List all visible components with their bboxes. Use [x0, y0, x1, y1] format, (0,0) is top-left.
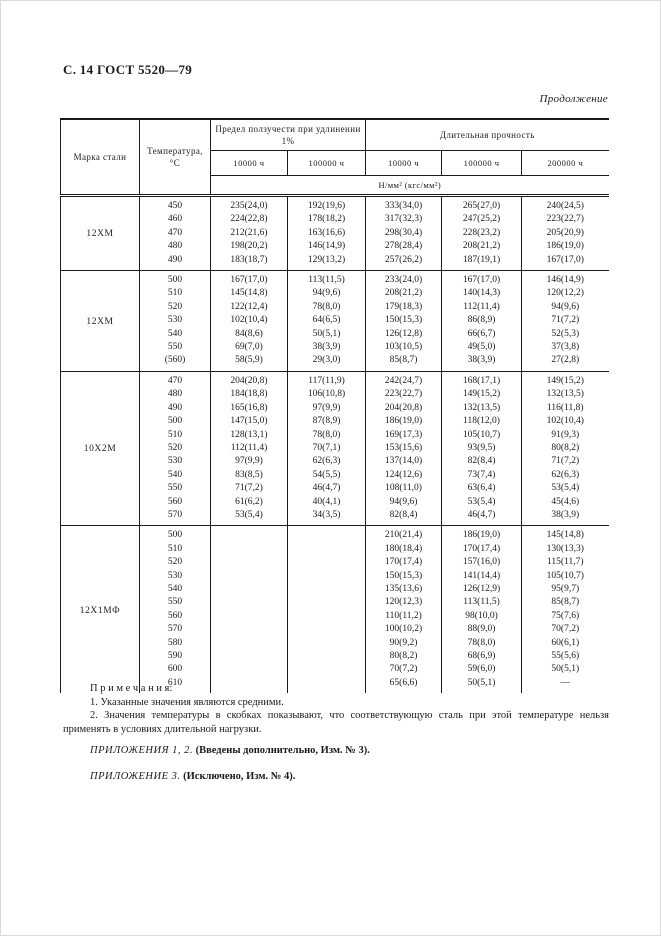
- value-cell: [288, 570, 366, 583]
- value-cell: 88(9,0): [442, 623, 522, 636]
- value-cell: 90(9,2): [366, 637, 442, 650]
- value-cell: 146(14,9): [288, 240, 366, 253]
- value-cell: [211, 556, 288, 569]
- value-cell: 210(21,4): [366, 526, 442, 543]
- value-cell: 55(5,6): [522, 650, 609, 663]
- value-cell: [211, 623, 288, 636]
- page-header: С. 14 ГОСТ 5520—79: [63, 62, 193, 77]
- table-row: [61, 402, 609, 415]
- table-row: [61, 196, 609, 214]
- value-cell: 228(23,2): [442, 227, 522, 240]
- value-cell: 60(6,1): [522, 637, 609, 650]
- appendix-line-1: [90, 745, 370, 756]
- value-cell: 87(8,9): [288, 415, 366, 428]
- grade-cell: 12ХМ: [61, 196, 140, 271]
- value-cell: 137(14,0): [366, 455, 442, 468]
- value-cell: 204(20,8): [366, 402, 442, 415]
- value-cell: 140(14,3): [442, 287, 522, 300]
- temperature-cell: 530: [140, 570, 211, 583]
- value-cell: 94(9,6): [522, 301, 609, 314]
- table-row: [61, 227, 609, 240]
- value-cell: 85(8,7): [522, 596, 609, 609]
- value-cell: 78(8,0): [288, 301, 366, 314]
- value-cell: 62(6,3): [288, 455, 366, 468]
- value-cell: 84(8,6): [211, 328, 288, 341]
- value-cell: 132(13,5): [522, 388, 609, 401]
- temperature-cell: 490: [140, 254, 211, 271]
- value-cell: 27(2,8): [522, 354, 609, 371]
- value-cell: 223(22,7): [522, 213, 609, 226]
- value-cell: 168(17,1): [442, 371, 522, 388]
- value-cell: 50(5,1): [522, 663, 609, 676]
- value-cell: [288, 623, 366, 636]
- value-cell: 204(20,8): [211, 371, 288, 388]
- header-strength-200000: 200000 ч: [522, 151, 609, 176]
- value-cell: 208(21,2): [442, 240, 522, 253]
- value-cell: 69(7,0): [211, 341, 288, 354]
- value-cell: 34(3,5): [288, 509, 366, 526]
- table-row: [61, 482, 609, 495]
- header-strength-10000: 10000 ч: [366, 151, 442, 176]
- table-row: [61, 314, 609, 327]
- value-cell: 95(9,7): [522, 583, 609, 596]
- temperature-cell: 480: [140, 240, 211, 253]
- table-row: [61, 429, 609, 442]
- value-cell: 65(6,6): [366, 677, 442, 693]
- value-cell: 37(3,8): [522, 341, 609, 354]
- value-cell: [288, 663, 366, 676]
- value-cell: 59(6,0): [442, 663, 522, 676]
- temperature-cell: 580: [140, 637, 211, 650]
- value-cell: 78(8,0): [288, 429, 366, 442]
- header-strength-100000: 100000 ч: [442, 151, 522, 176]
- value-cell: 64(6,5): [288, 314, 366, 327]
- value-cell: 53(5,4): [211, 509, 288, 526]
- temperature-cell: 550: [140, 482, 211, 495]
- temperature-cell: 540: [140, 583, 211, 596]
- value-cell: 146(14,9): [522, 271, 609, 288]
- value-cell: [211, 543, 288, 556]
- value-cell: [288, 610, 366, 623]
- value-cell: [288, 543, 366, 556]
- notes-title: П р и м е ч а н и я:: [90, 683, 173, 694]
- value-cell: 108(11,0): [366, 482, 442, 495]
- value-cell: [288, 637, 366, 650]
- table-row: [61, 509, 609, 526]
- temperature-cell: 450: [140, 196, 211, 214]
- value-cell: 70(7,2): [522, 623, 609, 636]
- value-cell: 61(6,2): [211, 496, 288, 509]
- value-cell: 100(10,2): [366, 623, 442, 636]
- value-cell: 112(11,4): [442, 301, 522, 314]
- temperature-cell: 500: [140, 415, 211, 428]
- value-cell: 212(21,6): [211, 227, 288, 240]
- value-cell: 71(7,2): [211, 482, 288, 495]
- value-cell: 85(8,7): [366, 354, 442, 371]
- value-cell: 46(4,7): [288, 482, 366, 495]
- table-body: [61, 196, 609, 694]
- value-cell: 257(26,2): [366, 254, 442, 271]
- value-cell: [288, 526, 366, 543]
- temperature-cell: 500: [140, 526, 211, 543]
- value-cell: 103(10,5): [366, 341, 442, 354]
- value-cell: 58(5,9): [211, 354, 288, 371]
- value-cell: 102(10,4): [211, 314, 288, 327]
- value-cell: 82(8,4): [442, 455, 522, 468]
- value-cell: 105(10,7): [522, 570, 609, 583]
- table-row: [61, 301, 609, 314]
- value-cell: 112(11,4): [211, 442, 288, 455]
- value-cell: 40(4,1): [288, 496, 366, 509]
- value-cell: [211, 596, 288, 609]
- value-cell: [288, 556, 366, 569]
- value-cell: 224(22,8): [211, 213, 288, 226]
- header-creep-10000: 10000 ч: [211, 151, 288, 176]
- value-cell: 52(5,3): [522, 328, 609, 341]
- temperature-cell: 560: [140, 610, 211, 623]
- value-cell: [211, 570, 288, 583]
- value-cell: 73(7,4): [442, 469, 522, 482]
- value-cell: 247(25,2): [442, 213, 522, 226]
- value-cell: 98(10,0): [442, 610, 522, 623]
- header-temperature: [140, 119, 211, 196]
- value-cell: 235(24,0): [211, 196, 288, 214]
- appendix-2-title: ПРИЛОЖЕНИЕ 3.: [90, 771, 181, 782]
- header-strength-group: Длительная прочность: [366, 119, 609, 151]
- value-cell: 29(3,0): [288, 354, 366, 371]
- continuation-label: Продолжение: [539, 93, 608, 105]
- table-row: [61, 455, 609, 468]
- value-cell: 149(15,2): [522, 371, 609, 388]
- value-cell: 298(30,4): [366, 227, 442, 240]
- value-cell: 186(19,0): [366, 415, 442, 428]
- temperature-cell: 590: [140, 650, 211, 663]
- value-cell: 78(8,0): [442, 637, 522, 650]
- value-cell: 117(11,9): [288, 371, 366, 388]
- value-cell: [288, 596, 366, 609]
- appendix-2-note: (Исключено, Изм. № 4).: [183, 771, 296, 782]
- value-cell: 233(24,0): [366, 271, 442, 288]
- value-cell: 66(6,7): [442, 328, 522, 341]
- grade-cell: 12Х1МФ: [61, 526, 140, 693]
- value-cell: 141(14,4): [442, 570, 522, 583]
- value-cell: [211, 637, 288, 650]
- value-cell: 70(7,2): [366, 663, 442, 676]
- value-cell: 113(11,5): [288, 271, 366, 288]
- table-row: [61, 271, 609, 288]
- value-cell: 71(7,2): [522, 314, 609, 327]
- value-cell: 83(8,5): [211, 469, 288, 482]
- temperature-cell: 470: [140, 371, 211, 388]
- temperature-cell: 560: [140, 496, 211, 509]
- value-cell: 120(12,2): [522, 287, 609, 300]
- value-cell: 120(12,3): [366, 596, 442, 609]
- temperature-cell: 570: [140, 509, 211, 526]
- temperature-cell: 550: [140, 341, 211, 354]
- value-cell: 50(5,1): [442, 677, 522, 693]
- value-cell: 317(32,3): [366, 213, 442, 226]
- value-cell: 223(22,7): [366, 388, 442, 401]
- header-units: Н/мм² (кгс/мм²): [211, 176, 609, 196]
- grade-cell: 12ХМ: [61, 271, 140, 372]
- value-cell: 192(19,6): [288, 196, 366, 214]
- table-row: [61, 570, 609, 583]
- table-row: [61, 341, 609, 354]
- appendix-line-2: [90, 771, 295, 782]
- temperature-cell: 520: [140, 301, 211, 314]
- value-cell: 62(6,3): [522, 469, 609, 482]
- value-cell: 45(4,6): [522, 496, 609, 509]
- value-cell: 53(5,4): [442, 496, 522, 509]
- temperature-cell: 540: [140, 469, 211, 482]
- value-cell: 153(15,6): [366, 442, 442, 455]
- value-cell: 169(17,3): [366, 429, 442, 442]
- value-cell: 91(9,3): [522, 429, 609, 442]
- temperature-cell: (560): [140, 354, 211, 371]
- value-cell: 70(7,1): [288, 442, 366, 455]
- value-cell: [211, 663, 288, 676]
- value-cell: 122(12,4): [211, 301, 288, 314]
- value-cell: 82(8,4): [366, 509, 442, 526]
- value-cell: 150(15,3): [366, 570, 442, 583]
- value-cell: 135(13,6): [366, 583, 442, 596]
- value-cell: 118(12,0): [442, 415, 522, 428]
- temperature-cell: 480: [140, 388, 211, 401]
- value-cell: 54(5,5): [288, 469, 366, 482]
- value-cell: 240(24,5): [522, 196, 609, 214]
- value-cell: 68(6,9): [442, 650, 522, 663]
- value-cell: —: [522, 677, 609, 693]
- value-cell: 126(12,9): [442, 583, 522, 596]
- value-cell: 80(8,2): [366, 650, 442, 663]
- value-cell: 46(4,7): [442, 509, 522, 526]
- table-row: [61, 354, 609, 371]
- value-cell: 179(18,3): [366, 301, 442, 314]
- value-cell: 105(10,7): [442, 429, 522, 442]
- value-cell: 167(17,0): [211, 271, 288, 288]
- temperature-cell: 460: [140, 213, 211, 226]
- temperature-cell: 520: [140, 556, 211, 569]
- value-cell: 38(3,9): [442, 354, 522, 371]
- temperature-cell: 540: [140, 328, 211, 341]
- value-cell: 242(24,7): [366, 371, 442, 388]
- note-item-2: 2. Значения температуры в скобках показывают, что соответствующую сталь при этой температуре нельзя применять в условиях длительной нагрузки.: [63, 710, 609, 735]
- value-cell: 333(34,0): [366, 196, 442, 214]
- value-cell: 208(21,2): [366, 287, 442, 300]
- note-item-1: 1. Указанные значения являются средними.: [90, 696, 284, 708]
- table-row: [61, 388, 609, 401]
- value-cell: 50(5,1): [288, 328, 366, 341]
- value-cell: 38(3,9): [288, 341, 366, 354]
- value-cell: [288, 650, 366, 663]
- value-cell: 265(27,0): [442, 196, 522, 214]
- table-row: [61, 442, 609, 455]
- table-row: [61, 650, 609, 663]
- table-row: [61, 213, 609, 226]
- temperature-cell: 530: [140, 314, 211, 327]
- temperature-cell: 610: [140, 677, 211, 693]
- value-cell: 170(17,4): [442, 543, 522, 556]
- value-cell: 186(19,0): [442, 526, 522, 543]
- value-cell: 180(18,4): [366, 543, 442, 556]
- table-row: [61, 583, 609, 596]
- table-row: [61, 469, 609, 482]
- table-row: [61, 637, 609, 650]
- value-cell: 124(12,6): [366, 469, 442, 482]
- value-cell: 186(19,0): [522, 240, 609, 253]
- value-cell: 110(11,2): [366, 610, 442, 623]
- value-cell: [288, 583, 366, 596]
- header-temperature-line1: Температура,: [147, 146, 203, 156]
- table-row: [61, 496, 609, 509]
- value-cell: 167(17,0): [522, 254, 609, 271]
- value-cell: 113(11,5): [442, 596, 522, 609]
- value-cell: [211, 610, 288, 623]
- table-row: [61, 328, 609, 341]
- value-cell: 198(20,2): [211, 240, 288, 253]
- table-row: [61, 543, 609, 556]
- table-row: [61, 596, 609, 609]
- table-row: [61, 415, 609, 428]
- value-cell: 165(16,8): [211, 402, 288, 415]
- value-cell: 145(14,8): [522, 526, 609, 543]
- appendix-1-note: (Введены дополнительно, Изм. № 3).: [195, 745, 370, 756]
- notes-block: [63, 682, 609, 736]
- temperature-cell: 530: [140, 455, 211, 468]
- value-cell: 205(20,9): [522, 227, 609, 240]
- value-cell: 149(15,2): [442, 388, 522, 401]
- table-row: [61, 556, 609, 569]
- value-cell: 97(9,9): [211, 455, 288, 468]
- temperature-cell: 470: [140, 227, 211, 240]
- value-cell: 130(13,3): [522, 543, 609, 556]
- value-cell: 86(8,9): [442, 314, 522, 327]
- header-temperature-line2: °С: [169, 158, 181, 168]
- value-cell: 132(13,5): [442, 402, 522, 415]
- value-cell: 63(6,4): [442, 482, 522, 495]
- table-row: [61, 623, 609, 636]
- value-cell: 94(9,6): [366, 496, 442, 509]
- value-cell: 71(7,2): [522, 455, 609, 468]
- table-row: [61, 254, 609, 271]
- value-cell: 126(12,8): [366, 328, 442, 341]
- value-cell: 97(9,9): [288, 402, 366, 415]
- value-cell: 93(9,5): [442, 442, 522, 455]
- temperature-cell: 550: [140, 596, 211, 609]
- value-cell: 147(15,0): [211, 415, 288, 428]
- appendix-1-title: ПРИЛОЖЕНИЯ 1, 2.: [90, 745, 193, 756]
- value-cell: 187(19,1): [442, 254, 522, 271]
- value-cell: 75(7,6): [522, 610, 609, 623]
- value-cell: 150(15,3): [366, 314, 442, 327]
- table-row: [61, 663, 609, 676]
- table-row: [61, 371, 609, 388]
- value-cell: [211, 650, 288, 663]
- temperature-cell: 510: [140, 543, 211, 556]
- temperature-cell: 520: [140, 442, 211, 455]
- temperature-cell: 490: [140, 402, 211, 415]
- table-row: [61, 287, 609, 300]
- value-cell: [211, 526, 288, 543]
- header-grade: Марка стали: [61, 119, 140, 196]
- value-cell: 167(17,0): [442, 271, 522, 288]
- value-cell: 115(11,7): [522, 556, 609, 569]
- table-row: [61, 240, 609, 253]
- temperature-cell: 600: [140, 663, 211, 676]
- value-cell: 38(3,9): [522, 509, 609, 526]
- table-row: [61, 526, 609, 543]
- value-cell: 278(28,4): [366, 240, 442, 253]
- table-row: [61, 610, 609, 623]
- value-cell: 183(18,7): [211, 254, 288, 271]
- value-cell: [211, 583, 288, 596]
- steel-properties-table: [60, 118, 609, 693]
- value-cell: 116(11,8): [522, 402, 609, 415]
- value-cell: 157(16,0): [442, 556, 522, 569]
- value-cell: 129(13,2): [288, 254, 366, 271]
- value-cell: 128(13,1): [211, 429, 288, 442]
- temperature-cell: 510: [140, 287, 211, 300]
- value-cell: 163(16,6): [288, 227, 366, 240]
- value-cell: 106(10,8): [288, 388, 366, 401]
- value-cell: 94(9,6): [288, 287, 366, 300]
- value-cell: 145(14,8): [211, 287, 288, 300]
- value-cell: 53(5,4): [522, 482, 609, 495]
- grade-cell: 10Х2М: [61, 371, 140, 525]
- header-creep-group: Предел ползучести при удлинении 1%: [211, 119, 366, 151]
- value-cell: 170(17,4): [366, 556, 442, 569]
- value-cell: 178(18,2): [288, 213, 366, 226]
- value-cell: 80(8,2): [522, 442, 609, 455]
- temperature-cell: 570: [140, 623, 211, 636]
- value-cell: 184(18,8): [211, 388, 288, 401]
- temperature-cell: 510: [140, 429, 211, 442]
- header-creep-100000: 100000 ч: [288, 151, 366, 176]
- value-cell: 49(5,0): [442, 341, 522, 354]
- temperature-cell: 500: [140, 271, 211, 288]
- table-header: [61, 119, 609, 196]
- value-cell: 102(10,4): [522, 415, 609, 428]
